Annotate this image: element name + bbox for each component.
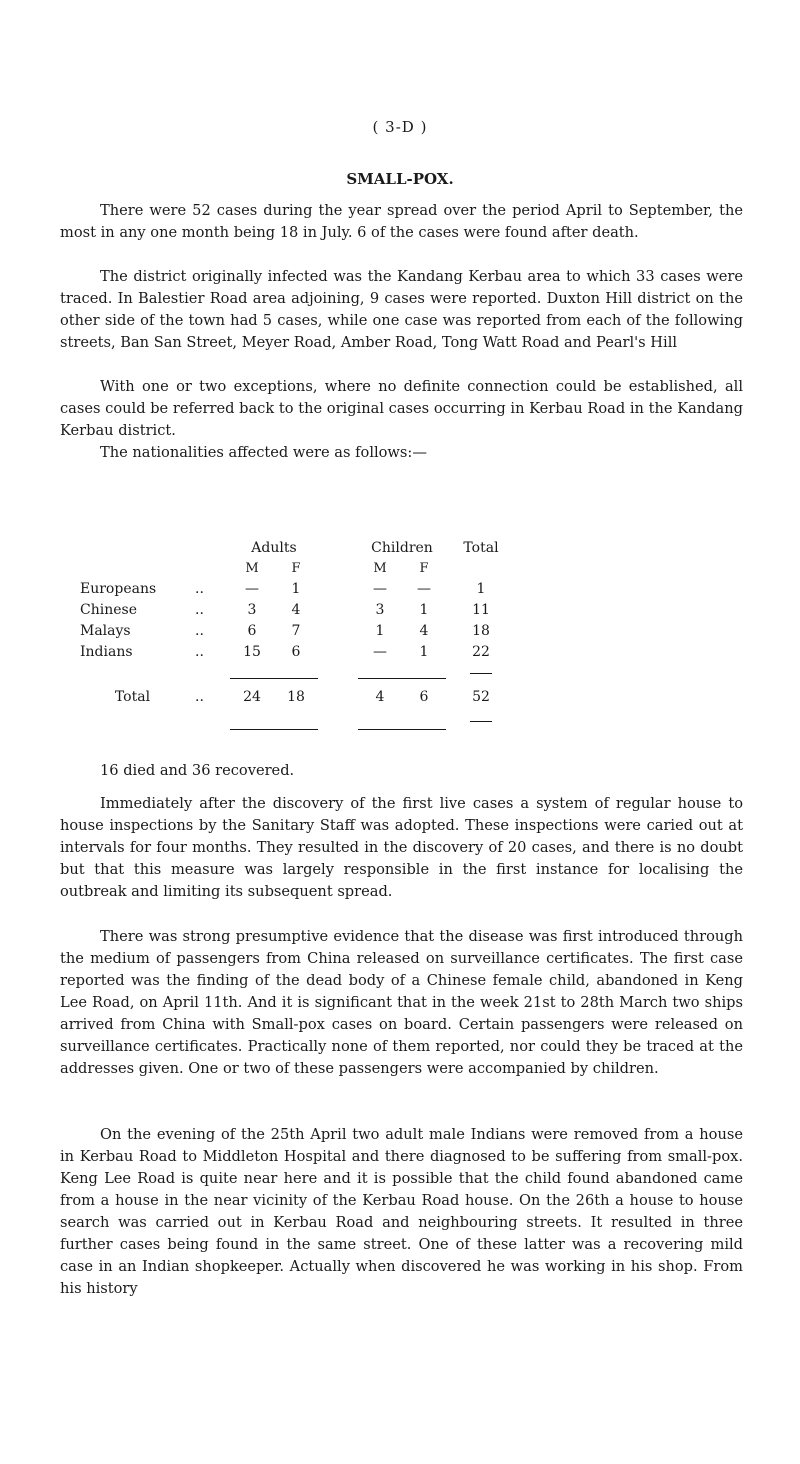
- cell-children-male: 1: [375, 622, 385, 639]
- row-label: Indians: [80, 643, 133, 660]
- header-adults-male: M: [245, 560, 259, 576]
- cell-total: 18: [472, 622, 490, 639]
- total-rule: [470, 673, 492, 674]
- cell-adults-male: 15: [243, 643, 261, 660]
- table-rule-row: [70, 662, 516, 678]
- paragraph-districts: The district originally infected was the Kandang Kerbau area to which 33 cases were traced. In Balestier Road area adjoining, 9 cases were reported. Duxton Hill district on the other side of the town had 5 cases, while one case was reported from each of the following streets, Ban San Street, Meyer Road, Amber Road, Tong Watt Road and Pearl's Hill: [60, 268, 743, 351]
- header-total: Total: [463, 540, 499, 556]
- nationalities-table: [70, 538, 516, 730]
- cell-children-male: —: [373, 643, 387, 660]
- total-children-female: 6: [419, 689, 429, 705]
- total-adults-male: 24: [243, 689, 261, 705]
- cell-adults-female: 7: [291, 622, 301, 639]
- table-row: [70, 641, 516, 662]
- paragraph-outcome: 16 died and 36 recovered.: [100, 762, 295, 779]
- cell-children-male: 3: [375, 601, 385, 618]
- grand-total-rule: [470, 721, 492, 722]
- header-children-female: F: [419, 560, 429, 576]
- row-dots: ..: [195, 689, 204, 705]
- cell-children-female: 1: [419, 643, 429, 660]
- paragraph-case-count: There were 52 cases during the year spread over the period April to September, the most in any one month being 18 in July. 6 of the cases were found after death.: [60, 202, 743, 241]
- cell-adults-female: 1: [291, 580, 301, 597]
- table-row: [70, 578, 516, 599]
- paragraph-nationalities-intro: The nationalities affected were as follows:—: [100, 444, 427, 461]
- table-row: [70, 620, 516, 641]
- row-label: Malays: [80, 622, 131, 639]
- total-children-male: 4: [375, 689, 385, 705]
- cell-adults-male: 3: [247, 601, 257, 618]
- table-row: [70, 599, 516, 620]
- paragraph-inspections: Immediately after the discovery of the first live cases a system of regular house to house inspections by the Sanitary Staff was adopted. These inspections were caried out at intervals for four months. They resulted in the discovery of 20 cases, and there is no doubt but that this measure was largely responsible in the first instance for localising the outbreak and limiting its subsequent spread.: [60, 795, 743, 900]
- cell-total: 22: [472, 643, 490, 660]
- cell-children-female: 1: [419, 601, 429, 618]
- cell-children-female: —: [417, 580, 431, 597]
- cell-total: 11: [472, 601, 490, 618]
- cell-adults-male: —: [245, 580, 259, 597]
- cell-adults-male: 6: [247, 622, 257, 639]
- header-children-male: M: [373, 560, 387, 576]
- total-grand: 52: [472, 689, 490, 705]
- header-adults: Adults: [251, 540, 297, 556]
- cell-adults-female: 6: [291, 643, 301, 660]
- table-total-row: [70, 687, 516, 708]
- total-label: Total: [114, 689, 151, 705]
- paragraph-introduction-evidence: There was strong presumptive evidence that the disease was first introduced through the medium of passengers from China released on surveillance certificates. The first case reported was the finding of the dead body of a Chinese female child, abandoned in Keng Lee Road, on April 11th. And it is significant that in the week 21st to 28th March two ships arrived from China with Small-pox cases on board. Certain passengers were released on surveillance certificates. Practically none of them reported, nor could they be traced at the addresses given. One or two of these passengers were accompanied by children.: [60, 928, 743, 1077]
- paragraph-origin: With one or two exceptions, where no definite connection could be established, all cases could be referred back to the original cases occurring in Kerbau Road in the Kandang Kerbau district.: [60, 378, 743, 439]
- cell-total: 1: [476, 580, 486, 597]
- cell-adults-female: 4: [291, 601, 301, 618]
- section-heading: SMALL-POX.: [346, 170, 454, 188]
- cell-children-male: —: [373, 580, 387, 597]
- row-dots: ..: [195, 622, 204, 639]
- page-number: ( 3-D ): [372, 118, 428, 136]
- row-dots: ..: [195, 643, 204, 660]
- header-children: Children: [371, 540, 433, 556]
- paragraph-kerbau-road-cases: On the evening of the 25th April two adult male Indians were removed from a house in Kerbau Road to Middleton Hospital and there diagnosed to be suffering from small-pox. Keng Lee Road is quite near here and it is possible that the child found abandoned came from a house in the near vicinity of the Kerbau Road house. On the 26th a house to house search was carried out in Kerbau Road and neighbouring streets. It resulted in three further cases being found in the same street. One of these latter was a recovering mild case in an Indian shopkeeper. Actually when discovered he was working in his shop. From his history: [60, 1126, 743, 1297]
- table-group-header-row: [70, 538, 516, 558]
- total-adults-female: 18: [287, 689, 305, 705]
- row-label: Chinese: [80, 601, 137, 618]
- cell-children-female: 4: [419, 622, 429, 639]
- row-label: Europeans: [80, 580, 157, 597]
- row-dots: ..: [195, 580, 204, 597]
- table-bottom-rule-row: [70, 708, 516, 730]
- table-sub-header-row: [70, 558, 516, 578]
- header-adults-female: F: [291, 560, 301, 576]
- row-dots: ..: [195, 601, 204, 618]
